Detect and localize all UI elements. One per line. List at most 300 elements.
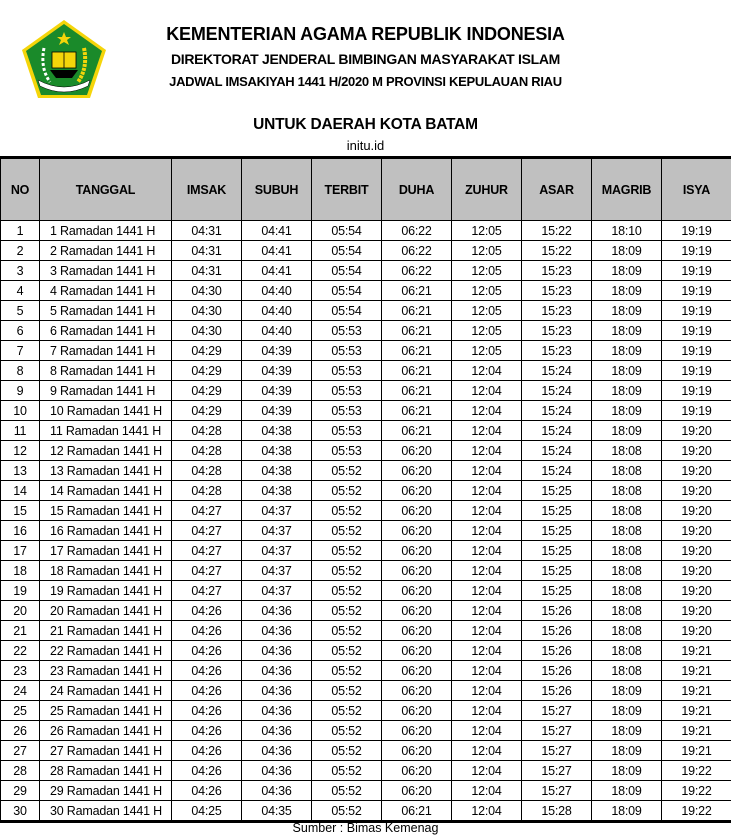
cell-isya: 19:19 xyxy=(662,401,731,421)
source-note: Sumber : Bimas Kemenag xyxy=(292,821,439,835)
table-row xyxy=(1,601,731,621)
table-row xyxy=(1,481,731,501)
cell-subuh: 04:39 xyxy=(242,361,312,381)
cell-imsak: 04:30 xyxy=(172,321,242,341)
cell-imsak: 04:28 xyxy=(172,461,242,481)
cell-asar: 15:25 xyxy=(522,481,592,501)
cell-terbit: 05:53 xyxy=(312,401,382,421)
cell-imsak: 04:26 xyxy=(172,641,242,661)
cell-asar: 15:23 xyxy=(522,301,592,321)
cell-subuh: 04:36 xyxy=(242,681,312,701)
cell-terbit: 05:53 xyxy=(312,341,382,361)
cell-isya: 19:19 xyxy=(662,281,731,301)
cell-isya: 19:20 xyxy=(662,561,731,581)
cell-tanggal: 26 Ramadan 1441 H xyxy=(40,721,172,741)
cell-magrib: 18:09 xyxy=(592,801,662,822)
cell-isya: 19:20 xyxy=(662,461,731,481)
table-row xyxy=(1,461,731,481)
table-row xyxy=(1,501,731,521)
cell-asar: 15:26 xyxy=(522,621,592,641)
cell-no: 13 xyxy=(1,461,40,481)
cell-no: 12 xyxy=(1,441,40,461)
cell-isya: 19:20 xyxy=(662,481,731,501)
cell-terbit: 05:52 xyxy=(312,521,382,541)
cell-terbit: 05:52 xyxy=(312,741,382,761)
cell-tanggal: 18 Ramadan 1441 H xyxy=(40,561,172,581)
cell-isya: 19:20 xyxy=(662,521,731,541)
cell-subuh: 04:36 xyxy=(242,741,312,761)
cell-isya: 19:22 xyxy=(662,761,731,781)
cell-tanggal: 23 Ramadan 1441 H xyxy=(40,661,172,681)
cell-no: 7 xyxy=(1,341,40,361)
cell-asar: 15:26 xyxy=(522,661,592,681)
cell-asar: 15:26 xyxy=(522,641,592,661)
cell-magrib: 18:09 xyxy=(592,241,662,261)
cell-magrib: 18:08 xyxy=(592,581,662,601)
cell-tanggal: 27 Ramadan 1441 H xyxy=(40,741,172,761)
cell-terbit: 05:54 xyxy=(312,221,382,241)
cell-tanggal: 29 Ramadan 1441 H xyxy=(40,781,172,801)
cell-zuhur: 12:04 xyxy=(452,601,522,621)
cell-no: 21 xyxy=(1,621,40,641)
cell-tanggal: 4 Ramadan 1441 H xyxy=(40,281,172,301)
cell-tanggal: 13 Ramadan 1441 H xyxy=(40,461,172,481)
cell-terbit: 05:53 xyxy=(312,361,382,381)
cell-magrib: 18:08 xyxy=(592,601,662,621)
cell-no: 2 xyxy=(1,241,40,261)
table-row xyxy=(1,701,731,721)
cell-subuh: 04:39 xyxy=(242,401,312,421)
cell-terbit: 05:52 xyxy=(312,501,382,521)
cell-duha: 06:20 xyxy=(382,721,452,741)
cell-subuh: 04:41 xyxy=(242,261,312,281)
cell-asar: 15:27 xyxy=(522,701,592,721)
cell-magrib: 18:09 xyxy=(592,741,662,761)
cell-subuh: 04:38 xyxy=(242,461,312,481)
cell-isya: 19:19 xyxy=(662,321,731,341)
cell-zuhur: 12:04 xyxy=(452,721,522,741)
cell-isya: 19:21 xyxy=(662,661,731,681)
cell-terbit: 05:52 xyxy=(312,661,382,681)
cell-isya: 19:19 xyxy=(662,361,731,381)
table-row xyxy=(1,681,731,701)
cell-zuhur: 12:04 xyxy=(452,441,522,461)
cell-asar: 15:27 xyxy=(522,721,592,741)
cell-no: 20 xyxy=(1,601,40,621)
cell-duha: 06:21 xyxy=(382,801,452,822)
cell-asar: 15:24 xyxy=(522,441,592,461)
cell-magrib: 18:09 xyxy=(592,341,662,361)
cell-zuhur: 12:05 xyxy=(452,321,522,341)
column-header-isya: ISYA xyxy=(662,158,731,221)
cell-terbit: 05:54 xyxy=(312,301,382,321)
cell-no: 28 xyxy=(1,761,40,781)
cell-subuh: 04:39 xyxy=(242,341,312,361)
cell-imsak: 04:30 xyxy=(172,281,242,301)
cell-subuh: 04:37 xyxy=(242,501,312,521)
cell-duha: 06:22 xyxy=(382,221,452,241)
cell-imsak: 04:27 xyxy=(172,581,242,601)
imsakiyah-table xyxy=(0,156,731,823)
cell-terbit: 05:52 xyxy=(312,641,382,661)
cell-subuh: 04:40 xyxy=(242,301,312,321)
cell-no: 10 xyxy=(1,401,40,421)
cell-duha: 06:20 xyxy=(382,541,452,561)
cell-terbit: 05:52 xyxy=(312,621,382,641)
column-header-imsak: IMSAK xyxy=(172,158,242,221)
cell-duha: 06:20 xyxy=(382,501,452,521)
cell-asar: 15:22 xyxy=(522,221,592,241)
cell-magrib: 18:09 xyxy=(592,401,662,421)
cell-magrib: 18:08 xyxy=(592,541,662,561)
cell-subuh: 04:40 xyxy=(242,321,312,341)
cell-asar: 15:23 xyxy=(522,261,592,281)
cell-zuhur: 12:05 xyxy=(452,241,522,261)
cell-isya: 19:20 xyxy=(662,421,731,441)
cell-tanggal: 24 Ramadan 1441 H xyxy=(40,681,172,701)
cell-subuh: 04:36 xyxy=(242,661,312,681)
cell-no: 27 xyxy=(1,741,40,761)
cell-isya: 19:22 xyxy=(662,781,731,801)
cell-asar: 15:27 xyxy=(522,741,592,761)
cell-no: 9 xyxy=(1,381,40,401)
cell-imsak: 04:26 xyxy=(172,601,242,621)
cell-asar: 15:27 xyxy=(522,781,592,801)
cell-no: 17 xyxy=(1,541,40,561)
table-row xyxy=(1,561,731,581)
cell-magrib: 18:09 xyxy=(592,261,662,281)
table-row xyxy=(1,521,731,541)
cell-asar: 15:23 xyxy=(522,321,592,341)
cell-zuhur: 12:04 xyxy=(452,381,522,401)
cell-tanggal: 11 Ramadan 1441 H xyxy=(40,421,172,441)
cell-asar: 15:24 xyxy=(522,361,592,381)
cell-tanggal: 30 Ramadan 1441 H xyxy=(40,801,172,822)
cell-magrib: 18:09 xyxy=(592,301,662,321)
cell-terbit: 05:52 xyxy=(312,561,382,581)
cell-magrib: 18:09 xyxy=(592,421,662,441)
table-row xyxy=(1,801,731,822)
cell-terbit: 05:53 xyxy=(312,381,382,401)
cell-terbit: 05:54 xyxy=(312,241,382,261)
cell-tanggal: 15 Ramadan 1441 H xyxy=(40,501,172,521)
cell-imsak: 04:27 xyxy=(172,561,242,581)
cell-asar: 15:24 xyxy=(522,421,592,441)
cell-duha: 06:20 xyxy=(382,781,452,801)
cell-imsak: 04:28 xyxy=(172,481,242,501)
cell-magrib: 18:08 xyxy=(592,441,662,461)
cell-imsak: 04:29 xyxy=(172,341,242,361)
cell-terbit: 05:52 xyxy=(312,481,382,501)
cell-isya: 19:20 xyxy=(662,621,731,641)
cell-duha: 06:21 xyxy=(382,401,452,421)
cell-no: 4 xyxy=(1,281,40,301)
cell-asar: 15:25 xyxy=(522,521,592,541)
cell-zuhur: 12:04 xyxy=(452,501,522,521)
table-row xyxy=(1,341,731,361)
table-row xyxy=(1,781,731,801)
cell-magrib: 18:09 xyxy=(592,321,662,341)
cell-subuh: 04:37 xyxy=(242,521,312,541)
cell-imsak: 04:29 xyxy=(172,381,242,401)
cell-imsak: 04:31 xyxy=(172,241,242,261)
cell-no: 22 xyxy=(1,641,40,661)
column-header-duha: DUHA xyxy=(382,158,452,221)
site-label: initu.id xyxy=(346,138,385,153)
cell-no: 11 xyxy=(1,421,40,441)
cell-zuhur: 12:04 xyxy=(452,461,522,481)
table-row xyxy=(1,621,731,641)
table-row xyxy=(1,721,731,741)
cell-terbit: 05:53 xyxy=(312,321,382,341)
cell-subuh: 04:36 xyxy=(242,701,312,721)
table-row xyxy=(1,641,731,661)
cell-imsak: 04:26 xyxy=(172,781,242,801)
cell-terbit: 05:52 xyxy=(312,461,382,481)
cell-terbit: 05:52 xyxy=(312,761,382,781)
cell-duha: 06:21 xyxy=(382,301,452,321)
cell-no: 3 xyxy=(1,261,40,281)
cell-isya: 19:21 xyxy=(662,681,731,701)
cell-tanggal: 1 Ramadan 1441 H xyxy=(40,221,172,241)
table-row xyxy=(1,581,731,601)
cell-tanggal: 3 Ramadan 1441 H xyxy=(40,261,172,281)
cell-zuhur: 12:05 xyxy=(452,301,522,321)
cell-terbit: 05:54 xyxy=(312,261,382,281)
table-row xyxy=(1,761,731,781)
cell-imsak: 04:31 xyxy=(172,221,242,241)
table-row xyxy=(1,541,731,561)
cell-subuh: 04:36 xyxy=(242,761,312,781)
column-header-subuh: SUBUH xyxy=(242,158,312,221)
cell-tanggal: 21 Ramadan 1441 H xyxy=(40,621,172,641)
cell-no: 14 xyxy=(1,481,40,501)
cell-tanggal: 8 Ramadan 1441 H xyxy=(40,361,172,381)
cell-isya: 19:20 xyxy=(662,581,731,601)
cell-zuhur: 12:04 xyxy=(452,541,522,561)
cell-magrib: 18:10 xyxy=(592,221,662,241)
table-header-row xyxy=(1,158,731,221)
cell-subuh: 04:38 xyxy=(242,481,312,501)
cell-asar: 15:22 xyxy=(522,241,592,261)
table-row xyxy=(1,301,731,321)
cell-terbit: 05:52 xyxy=(312,681,382,701)
cell-subuh: 04:37 xyxy=(242,581,312,601)
table-row xyxy=(1,661,731,681)
cell-magrib: 18:09 xyxy=(592,701,662,721)
cell-tanggal: 16 Ramadan 1441 H xyxy=(40,521,172,541)
cell-magrib: 18:09 xyxy=(592,761,662,781)
cell-tanggal: 6 Ramadan 1441 H xyxy=(40,321,172,341)
cell-magrib: 18:09 xyxy=(592,381,662,401)
cell-imsak: 04:30 xyxy=(172,301,242,321)
cell-isya: 19:19 xyxy=(662,241,731,261)
cell-subuh: 04:41 xyxy=(242,241,312,261)
cell-duha: 06:20 xyxy=(382,621,452,641)
cell-imsak: 04:31 xyxy=(172,261,242,281)
cell-terbit: 05:54 xyxy=(312,281,382,301)
table-row xyxy=(1,321,731,341)
cell-duha: 06:20 xyxy=(382,481,452,501)
column-header-asar: ASAR xyxy=(522,158,592,221)
cell-isya: 19:20 xyxy=(662,541,731,561)
cell-magrib: 18:09 xyxy=(592,681,662,701)
cell-asar: 15:24 xyxy=(522,401,592,421)
cell-zuhur: 12:04 xyxy=(452,361,522,381)
column-header-zuhur: ZUHUR xyxy=(452,158,522,221)
cell-no: 25 xyxy=(1,701,40,721)
cell-no: 30 xyxy=(1,801,40,822)
cell-duha: 06:21 xyxy=(382,381,452,401)
cell-isya: 19:22 xyxy=(662,801,731,822)
cell-magrib: 18:08 xyxy=(592,521,662,541)
cell-terbit: 05:52 xyxy=(312,701,382,721)
cell-zuhur: 12:04 xyxy=(452,761,522,781)
cell-imsak: 04:27 xyxy=(172,541,242,561)
cell-subuh: 04:36 xyxy=(242,621,312,641)
cell-duha: 06:20 xyxy=(382,581,452,601)
cell-duha: 06:21 xyxy=(382,421,452,441)
column-header-tanggal: TANGGAL xyxy=(40,158,172,221)
cell-magrib: 18:09 xyxy=(592,361,662,381)
cell-subuh: 04:36 xyxy=(242,641,312,661)
cell-isya: 19:21 xyxy=(662,701,731,721)
cell-terbit: 05:52 xyxy=(312,601,382,621)
cell-terbit: 05:52 xyxy=(312,541,382,561)
cell-isya: 19:21 xyxy=(662,721,731,741)
cell-asar: 15:25 xyxy=(522,561,592,581)
cell-subuh: 04:39 xyxy=(242,381,312,401)
cell-duha: 06:21 xyxy=(382,361,452,381)
cell-subuh: 04:38 xyxy=(242,421,312,441)
cell-no: 6 xyxy=(1,321,40,341)
cell-tanggal: 7 Ramadan 1441 H xyxy=(40,341,172,361)
cell-asar: 15:25 xyxy=(522,541,592,561)
cell-zuhur: 12:04 xyxy=(452,581,522,601)
cell-duha: 06:21 xyxy=(382,341,452,361)
cell-duha: 06:20 xyxy=(382,641,452,661)
cell-imsak: 04:26 xyxy=(172,681,242,701)
cell-asar: 15:26 xyxy=(522,681,592,701)
cell-isya: 19:20 xyxy=(662,601,731,621)
cell-duha: 06:20 xyxy=(382,461,452,481)
cell-subuh: 04:41 xyxy=(242,221,312,241)
cell-zuhur: 12:05 xyxy=(452,341,522,361)
cell-imsak: 04:28 xyxy=(172,421,242,441)
cell-subuh: 04:36 xyxy=(242,781,312,801)
cell-terbit: 05:52 xyxy=(312,721,382,741)
cell-terbit: 05:53 xyxy=(312,421,382,441)
cell-duha: 06:20 xyxy=(382,601,452,621)
cell-tanggal: 20 Ramadan 1441 H xyxy=(40,601,172,621)
cell-duha: 06:20 xyxy=(382,761,452,781)
cell-imsak: 04:26 xyxy=(172,741,242,761)
cell-zuhur: 12:04 xyxy=(452,701,522,721)
cell-magrib: 18:09 xyxy=(592,781,662,801)
cell-zuhur: 12:04 xyxy=(452,801,522,822)
cell-asar: 15:28 xyxy=(522,801,592,822)
cell-imsak: 04:27 xyxy=(172,501,242,521)
cell-magrib: 18:09 xyxy=(592,281,662,301)
cell-duha: 06:22 xyxy=(382,261,452,281)
cell-imsak: 04:29 xyxy=(172,361,242,381)
cell-asar: 15:26 xyxy=(522,601,592,621)
table-row xyxy=(1,401,731,421)
cell-no: 29 xyxy=(1,781,40,801)
cell-isya: 19:20 xyxy=(662,501,731,521)
cell-duha: 06:20 xyxy=(382,661,452,681)
table-row xyxy=(1,421,731,441)
cell-imsak: 04:25 xyxy=(172,801,242,822)
cell-subuh: 04:40 xyxy=(242,281,312,301)
cell-terbit: 05:52 xyxy=(312,581,382,601)
cell-zuhur: 12:05 xyxy=(452,281,522,301)
table-row xyxy=(1,741,731,761)
cell-imsak: 04:26 xyxy=(172,621,242,641)
cell-tanggal: 2 Ramadan 1441 H xyxy=(40,241,172,261)
cell-magrib: 18:08 xyxy=(592,621,662,641)
cell-no: 16 xyxy=(1,521,40,541)
cell-asar: 15:24 xyxy=(522,381,592,401)
table-row xyxy=(1,441,731,461)
schedule-title: JADWAL IMSAKIYAH 1441 H/2020 M PROVINSI KEPULAUAN RIAU xyxy=(169,74,562,89)
cell-imsak: 04:26 xyxy=(172,721,242,741)
table-row xyxy=(1,221,731,241)
cell-terbit: 05:53 xyxy=(312,441,382,461)
cell-imsak: 04:27 xyxy=(172,521,242,541)
cell-no: 26 xyxy=(1,721,40,741)
cell-no: 1 xyxy=(1,221,40,241)
cell-tanggal: 9 Ramadan 1441 H xyxy=(40,381,172,401)
cell-isya: 19:21 xyxy=(662,641,731,661)
cell-asar: 15:27 xyxy=(522,761,592,781)
cell-subuh: 04:37 xyxy=(242,561,312,581)
cell-isya: 19:19 xyxy=(662,221,731,241)
cell-zuhur: 12:04 xyxy=(452,781,522,801)
cell-zuhur: 12:04 xyxy=(452,401,522,421)
cell-isya: 19:19 xyxy=(662,301,731,321)
cell-magrib: 18:08 xyxy=(592,561,662,581)
cell-zuhur: 12:04 xyxy=(452,561,522,581)
cell-tanggal: 12 Ramadan 1441 H xyxy=(40,441,172,461)
cell-tanggal: 17 Ramadan 1441 H xyxy=(40,541,172,561)
cell-subuh: 04:36 xyxy=(242,721,312,741)
cell-asar: 15:24 xyxy=(522,461,592,481)
table-row xyxy=(1,281,731,301)
table-row xyxy=(1,241,731,261)
cell-duha: 06:21 xyxy=(382,281,452,301)
table-row xyxy=(1,261,731,281)
cell-isya: 19:20 xyxy=(662,441,731,461)
cell-duha: 06:20 xyxy=(382,681,452,701)
cell-duha: 06:20 xyxy=(382,561,452,581)
cell-isya: 19:19 xyxy=(662,261,731,281)
cell-asar: 15:25 xyxy=(522,501,592,521)
cell-zuhur: 12:04 xyxy=(452,521,522,541)
cell-zuhur: 12:04 xyxy=(452,681,522,701)
table-row xyxy=(1,381,731,401)
cell-duha: 06:20 xyxy=(382,701,452,721)
cell-asar: 15:23 xyxy=(522,341,592,361)
cell-subuh: 04:36 xyxy=(242,601,312,621)
cell-tanggal: 25 Ramadan 1441 H xyxy=(40,701,172,721)
cell-no: 24 xyxy=(1,681,40,701)
cell-subuh: 04:35 xyxy=(242,801,312,822)
cell-tanggal: 5 Ramadan 1441 H xyxy=(40,301,172,321)
cell-terbit: 05:52 xyxy=(312,781,382,801)
cell-isya: 19:19 xyxy=(662,341,731,361)
cell-zuhur: 12:04 xyxy=(452,421,522,441)
